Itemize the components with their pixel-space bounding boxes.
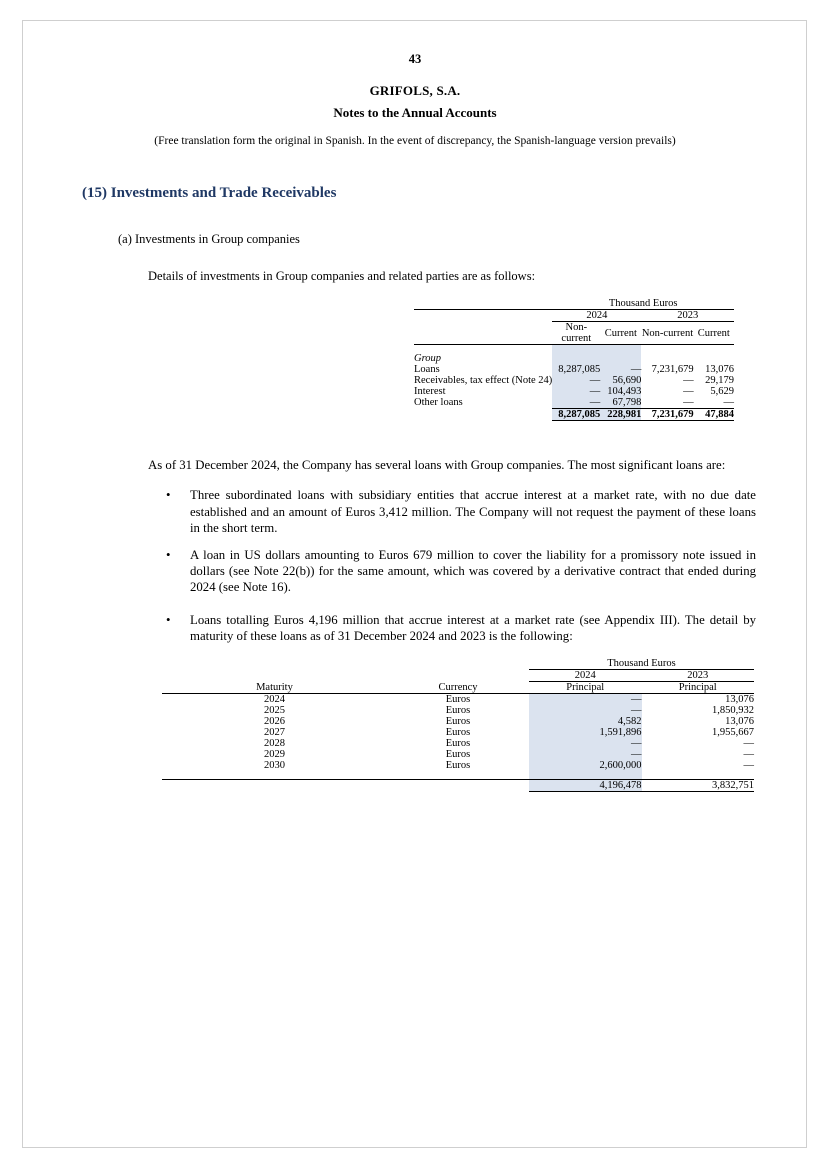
table1-total-current-2024: 228,981 <box>600 409 641 421</box>
table2-row3-currency: Euros <box>445 727 471 739</box>
table1-units-header: Thousand Euros <box>608 298 678 309</box>
table1-row1-label: Receivables, tax effect (Note 24) <box>414 375 553 386</box>
table-row <box>414 364 734 375</box>
table1-total-noncurrent-2023: 7,231,679 <box>641 409 693 421</box>
table1-row1-noncurrent-2023: — <box>683 375 694 386</box>
table-row <box>414 375 734 386</box>
table2-row4-currency: Euros <box>445 738 471 750</box>
table2-total-row <box>162 780 754 792</box>
table2-row1-principal-2024: — <box>529 705 641 716</box>
company-name: GRIFOLS, S.A. <box>369 83 461 98</box>
table2-year-row <box>162 670 754 682</box>
table2-row6-principal-2023: — <box>743 760 754 772</box>
subsection-title: (a) Investments in Group companies <box>118 232 300 246</box>
table2-row5-maturity: 2029 <box>263 749 285 761</box>
table1-total-label <box>414 409 552 421</box>
bullet-glyph: • <box>166 612 171 627</box>
page-number: 43 <box>408 52 422 66</box>
table-row <box>162 749 754 760</box>
table2-row3-maturity: 2027 <box>263 727 285 739</box>
table1-total-row <box>414 409 734 421</box>
table2-row2-principal-2023: 13,076 <box>725 716 754 728</box>
table2-col-principal-2024: Principal <box>529 682 641 694</box>
table1-col-noncurrent-2023: Non-current <box>641 322 693 345</box>
table-row <box>162 716 754 727</box>
table1-row2-noncurrent-2023: — <box>683 386 694 397</box>
table2-row5-principal-2024: — <box>529 749 641 760</box>
table2-total-principal-2023: 3,832,751 <box>642 780 755 792</box>
list-item <box>148 487 756 536</box>
table1-row1-current-2023: 29,179 <box>705 375 734 386</box>
loans-bullet-list <box>148 487 756 644</box>
table-row <box>414 386 734 397</box>
section-title: (15) Investments and Trade Receivables <box>82 185 337 201</box>
table2-row0-principal-2024: — <box>529 694 641 706</box>
table2-row2-principal-2024: 4,582 <box>529 716 641 727</box>
table1-lead-in: Details of investments in Group companies and related parties are as follows: <box>148 269 536 283</box>
list-item <box>148 547 756 596</box>
table2-row2-maturity: 2026 <box>263 716 285 728</box>
table1-colheader-row <box>414 322 734 345</box>
table2-row0-maturity: 2024 <box>263 694 285 706</box>
table1-row2-current-2023: 5,629 <box>710 386 734 397</box>
table1-group-label: Group <box>414 353 442 364</box>
table2-row6-principal-2024: 2,600,000 <box>529 760 641 771</box>
table1-group-row <box>414 353 734 364</box>
table1-total-current-2023: 47,884 <box>694 409 734 421</box>
table1-row0-current-2024: — <box>600 364 641 375</box>
table2-year-2024: 2024 <box>529 670 641 682</box>
bullet-glyph: • <box>166 488 171 503</box>
table-row <box>162 727 754 738</box>
investments-table-wrapper <box>414 298 734 421</box>
table2-total-principal-2024: 4,196,478 <box>529 780 641 792</box>
bullet-glyph: • <box>166 547 171 562</box>
table-row <box>162 694 754 706</box>
table1-year-2024: 2024 <box>552 310 641 322</box>
table2-row0-currency: Euros <box>445 694 471 706</box>
table1-col-current-2024: Current <box>600 322 641 345</box>
table1-row1-current-2024: 56,690 <box>600 375 641 386</box>
page-content <box>74 52 756 792</box>
table2-row0-principal-2023: 13,076 <box>725 694 754 706</box>
table1-row3-current-2024: 67,798 <box>600 397 641 409</box>
table1-row1-noncurrent-2024: — <box>552 375 600 386</box>
table1-row2-noncurrent-2024: — <box>552 386 600 397</box>
table1-row2-current-2024: 104,493 <box>600 386 641 397</box>
table2-row1-currency: Euros <box>445 705 471 717</box>
bullet-text-1: A loan in US dollars amounting to Euros 679 million to cover the liability for a promissory note issued in dollars (see Note 22(b)) for the same amount, which was covered by a derivative contract that ended during 2024 (see Note 16). <box>190 547 756 595</box>
table2-row4-maturity: 2028 <box>263 738 285 750</box>
table2-row3-principal-2024: 1,591,896 <box>529 727 641 738</box>
table2-row4-principal-2023: — <box>743 738 754 750</box>
table1-year-row <box>414 310 734 322</box>
table1-spacer <box>414 345 734 354</box>
table1-units-row <box>414 298 734 310</box>
table1-col-noncurrent-2024: Non-current <box>552 322 600 345</box>
table1-row3-current-2023: — <box>694 397 734 409</box>
table2-row5-currency: Euros <box>445 749 471 761</box>
table2-units-row <box>162 658 754 670</box>
table1-row3-label: Other loans <box>414 397 463 409</box>
table1-row2-label: Interest <box>414 386 446 397</box>
table1-year-2023: 2023 <box>641 310 734 322</box>
table1-total-noncurrent-2024: 8,287,085 <box>552 409 600 421</box>
table1-row0-label: Loans <box>414 364 440 375</box>
table1-row0-current-2023: 13,076 <box>705 364 734 375</box>
table2-row4-principal-2024: — <box>529 738 641 749</box>
table2-spacer <box>162 771 754 780</box>
table-row <box>414 397 734 409</box>
table-row <box>162 705 754 716</box>
table-row <box>162 760 754 771</box>
table1-row3-noncurrent-2023: — <box>641 397 693 409</box>
table1-row0-noncurrent-2023: 7,231,679 <box>651 364 694 375</box>
table2-row6-currency: Euros <box>445 760 471 772</box>
table1-row3-noncurrent-2024: — <box>552 397 600 409</box>
table2-row5-principal-2023: — <box>743 749 754 761</box>
table1-col-current-2023: Current <box>694 322 734 345</box>
table2-units-header: Thousand Euros <box>607 658 676 670</box>
table2-row1-maturity: 2025 <box>263 705 285 717</box>
table2-col-principal-2023: Principal <box>642 682 755 694</box>
maturity-table-wrapper <box>162 658 754 792</box>
investments-table <box>414 298 734 421</box>
translation-note: (Free translation form the original in Spanish. In the event of discrepancy, the Spanish-language version prevails) <box>154 135 676 147</box>
table2-col-maturity: Maturity <box>162 682 387 694</box>
document-subtitle: Notes to the Annual Accounts <box>333 105 497 120</box>
paragraph-loans-intro: As of 31 December 2024, the Company has several loans with Group companies. The most significant loans are: <box>148 458 726 472</box>
maturity-table <box>162 658 754 792</box>
table2-row3-principal-2023: 1,955,667 <box>712 727 754 739</box>
bullet-text-0: Three subordinated loans with subsidiary entities that accrue interest at a market rate, with no due date established and an amount of Euros 3,412 million. The Company will not request the payment of these loans in the short term. <box>190 488 756 536</box>
table2-row2-currency: Euros <box>445 716 471 728</box>
table2-col-currency: Currency <box>387 682 529 694</box>
bullet-text-2: Loans totalling Euros 4,196 million that accrue interest at a market rate (see Appendix III). The detail by maturity of these loans as of 31 December 2024 and 2023 is the following: <box>190 612 756 643</box>
table2-year-2023: 2023 <box>642 670 755 682</box>
table2-row6-maturity: 2030 <box>263 760 285 772</box>
table2-colheader-row <box>162 682 754 694</box>
table1-row0-noncurrent-2024: 8,287,085 <box>552 364 600 375</box>
table-row <box>162 738 754 749</box>
list-item <box>148 612 756 645</box>
table2-row1-principal-2023: 1,850,932 <box>712 705 754 717</box>
